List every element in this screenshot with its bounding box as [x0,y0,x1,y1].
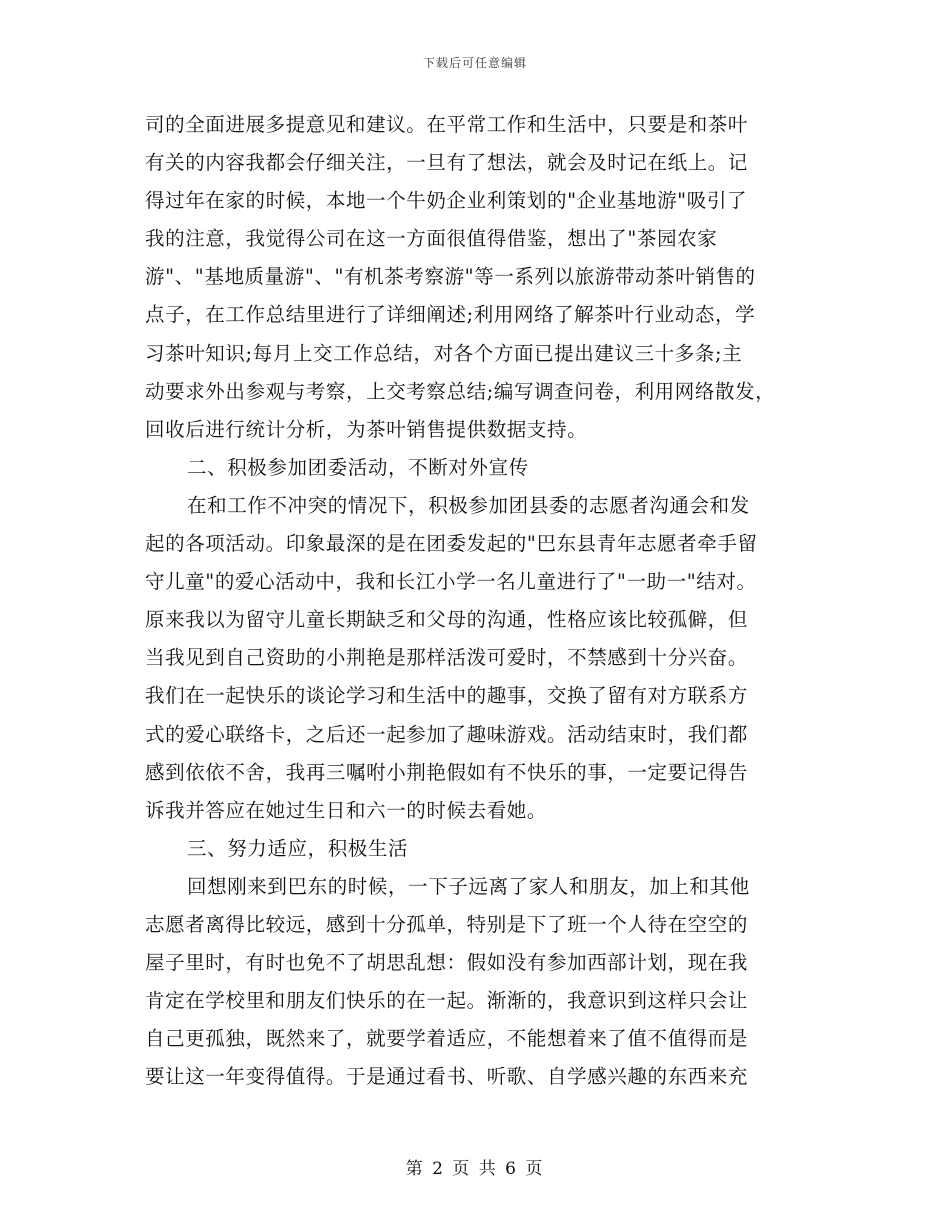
text-line: 回想刚来到巴东的时候，一下子远离了家人和朋友，加上和其他 [187,874,750,898]
text-line: 回收后进行统计分析，为茶叶销售提供数据支持。 [145,417,588,441]
text-line: 式的爱心联络卡，之后还一起参加了趣味游戏。活动结束时，我们都 [145,722,749,746]
text-line: 得过年在家的时候，本地一个牛奶企业利策划的"企业基地游"吸引了 [145,189,748,213]
text-line: 要让这一年变得值得。于是通过看书、听歌、自学感兴趣的东西来充 [145,1065,749,1089]
text-line: 动要求外出参观与考察，上交考察总结;编写调查问卷，利用网络散发， [145,379,776,403]
document-body [145,106,817,1096]
text-line: 守儿童"的爱心活动中，我和长江小学一名儿童进行了"一助一"结对。 [145,570,757,594]
text-line: 感到依依不舍，我再三嘱咐小荆艳假如有不快乐的事，一定要记得告 [145,760,749,784]
text-line: 我的注意，我觉得公司在这一方面很值得借鉴，想出了"茶园农家 [145,227,718,251]
text-line: 游"、"基地质量游"、"有机茶考察游"等一系列以旅游带动茶叶销售的 [145,265,756,289]
text-line: 我们在一起快乐的谈论学习和生活中的趣事，交换了留有对方联系方 [145,684,749,708]
text-line: 在和工作不冲突的情况下，积极参加团县委的志愿者沟通会和发 [187,493,750,517]
text-line: 习茶叶知识;每月上交工作总结，对各个方面已提出建议三十多条;主 [145,341,743,365]
text-line: 司的全面进展多提意见和建议。在平常工作和生活中，只要是和茶叶 [145,113,749,136]
page-footer: 第 2 页 共 6 页 [405,1159,545,1179]
text-line: 三、努力适应，积极生活 [187,836,409,860]
text-line: 志愿者离得比较远，感到十分孤单，特别是下了班一个人待在空空的 [145,912,749,936]
text-line: 原来我以为留守儿童长期缺乏和父母的沟通，性格应该比较孤僻，但 [145,608,749,632]
text-line: 肯定在学校里和朋友们快乐的在一起。渐渐的，我意识到这样只会让 [145,989,749,1013]
text-line: 当我见到自己资助的小荆艳是那样活泼可爱时，不禁感到十分兴奋。 [145,646,749,670]
text-line: 二、积极参加团委活动，不断对外宣传 [187,455,529,479]
text-line: 起的各项活动。印象最深的是在团委发起的"巴东县青年志愿者牵手留 [145,532,758,556]
text-line: 点子，在工作总结里进行了详细阐述;利用网络了解茶叶行业动态，学 [145,303,756,327]
text-line: 诉我并答应在她过生日和六一的时候去看她。 [145,798,548,822]
text-line: 屋子里时，有时也免不了胡思乱想：假如没有参加西部计划，现在我 [145,951,749,975]
text-line: 有关的内容我都会仔细关注，一旦有了想法，就会及时记在纸上。记 [145,151,749,175]
header-note: 下载后可任意编辑 [422,56,527,70]
text-line: 自己更孤独，既然来了，就要学着适应，不能想着来了值不值得而是 [145,1027,749,1051]
